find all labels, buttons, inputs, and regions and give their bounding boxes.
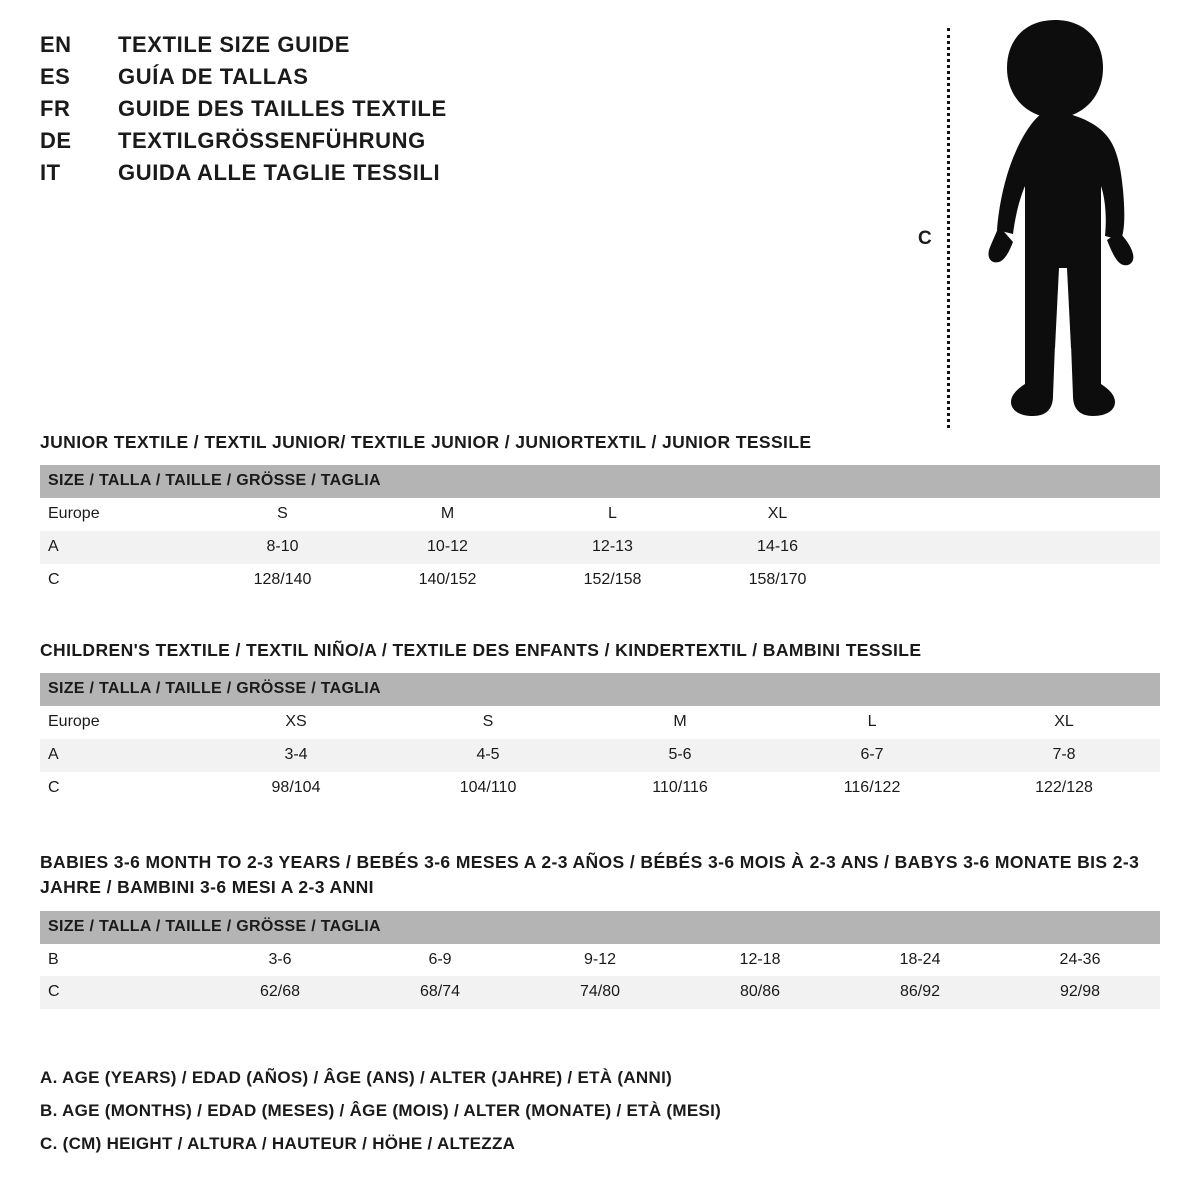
- cell-value: 3-4: [200, 739, 392, 772]
- cell-value: 98/104: [200, 772, 392, 805]
- cell-value: 8-10: [200, 531, 365, 564]
- title-text-en: TEXTILE SIZE GUIDE: [118, 32, 351, 57]
- cell-value: 110/116: [584, 772, 776, 805]
- title-lang-it: IT: [40, 160, 61, 185]
- table-row: [40, 531, 1160, 564]
- figure-area: [900, 10, 1160, 430]
- section-babies: [40, 850, 1160, 1009]
- cell-value: 92/98: [1000, 976, 1160, 1009]
- toddler-silhouette-icon: [955, 18, 1155, 428]
- cell-value: 6-7: [776, 739, 968, 772]
- cell-value: 152/158: [530, 564, 695, 597]
- children-size-table: [40, 673, 1160, 804]
- title-text-it: GUIDA ALLE TAGLIE TESSILI: [118, 160, 441, 185]
- title-lang-de: DE: [40, 128, 72, 153]
- cell-value: XL: [968, 706, 1160, 739]
- footnote-b: B. AGE (MONTHS) / EDAD (MESES) / ÂGE (MOIS) / ALTER (MONATE) / ETÀ (MESI): [40, 1101, 722, 1120]
- cell-value: 86/92: [840, 976, 1000, 1009]
- cell-value: 12-18: [680, 944, 840, 977]
- section-heading-junior: JUNIOR TEXTILE / TEXTIL JUNIOR/ TEXTILE JUNIOR / JUNIORTEXTIL / JUNIOR TESSILE: [40, 432, 812, 452]
- cell-value: 18-24: [840, 944, 1000, 977]
- cell-value: S: [200, 498, 365, 531]
- table-row: [40, 498, 1160, 531]
- title-lang-fr: FR: [40, 96, 71, 121]
- title-row: [40, 160, 660, 186]
- footnote-c: C. (CM) HEIGHT / ALTURA / HAUTEUR / HÖHE / ALTEZZA: [40, 1134, 516, 1153]
- table-row: [40, 944, 1160, 977]
- table-row: [40, 706, 1160, 739]
- cell-value: 6-9: [360, 944, 520, 977]
- title-text-fr: GUIDE DES TAILLES TEXTILE: [118, 96, 447, 121]
- cell-value: 9-12: [520, 944, 680, 977]
- row-label: C: [40, 772, 200, 805]
- title-row: [40, 64, 660, 90]
- footnote-a: A. AGE (YEARS) / EDAD (AÑOS) / ÂGE (ANS) / ALTER (JAHRE) / ETÀ (ANNI): [40, 1068, 673, 1087]
- row-label: Europe: [40, 706, 200, 739]
- table-band-row: [40, 673, 1160, 706]
- cell-value: 68/74: [360, 976, 520, 1009]
- table-band-row: [40, 911, 1160, 944]
- row-label: B: [40, 944, 200, 977]
- cell-value: 80/86: [680, 976, 840, 1009]
- cell-value: 158/170: [695, 564, 860, 597]
- row-label: C: [40, 976, 200, 1009]
- cell-empty: [860, 498, 1160, 531]
- table-row: [40, 739, 1160, 772]
- junior-size-table: [40, 465, 1160, 596]
- cell-value: L: [530, 498, 695, 531]
- table-row: [40, 976, 1160, 1009]
- table-row: [40, 772, 1160, 805]
- footnotes: [40, 1068, 1160, 1167]
- section-children: [40, 638, 1160, 805]
- title-lang-en: EN: [40, 32, 72, 57]
- cell-value: XL: [695, 498, 860, 531]
- section-heading-children: CHILDREN'S TEXTILE / TEXTIL NIÑO/A / TEXTILE DES ENFANTS / KINDERTEXTIL / BAMBINI TESSILE: [40, 640, 922, 660]
- band-label: SIZE / TALLA / TAILLE / GRÖSSE / TAGLIA: [40, 911, 520, 944]
- title-lang-es: ES: [40, 64, 71, 89]
- band-spacer: [860, 465, 1160, 498]
- title-block: [40, 32, 660, 192]
- cell-value: 5-6: [584, 739, 776, 772]
- row-label: A: [40, 739, 200, 772]
- figure-height-label: C: [918, 228, 932, 249]
- table-row: [40, 564, 1160, 597]
- band-label: SIZE / TALLA / TAILLE / GRÖSSE / TAGLIA: [40, 673, 392, 706]
- cell-value: 62/68: [200, 976, 360, 1009]
- band-spacer: [520, 911, 1160, 944]
- cell-empty: [860, 564, 1160, 597]
- table-band-row: [40, 465, 1160, 498]
- row-label: Europe: [40, 498, 200, 531]
- cell-value: 7-8: [968, 739, 1160, 772]
- cell-value: S: [392, 706, 584, 739]
- cell-value: 122/128: [968, 772, 1160, 805]
- cell-value: XS: [200, 706, 392, 739]
- cell-value: 12-13: [530, 531, 695, 564]
- cell-value: M: [584, 706, 776, 739]
- band-spacer: [392, 673, 1160, 706]
- cell-value: 74/80: [520, 976, 680, 1009]
- cell-value: 104/110: [392, 772, 584, 805]
- title-text-es: GUÍA DE TALLAS: [118, 64, 309, 89]
- row-label: C: [40, 564, 200, 597]
- cell-value: 24-36: [1000, 944, 1160, 977]
- babies-size-table: [40, 911, 1160, 1009]
- cell-value: 3-6: [200, 944, 360, 977]
- section-heading-babies: BABIES 3-6 MONTH TO 2-3 YEARS / BEBÉS 3-6 MESES A 2-3 AÑOS / BÉBÉS 3-6 MOIS À 2-3 ANS / BABYS 3-6 MONATE BIS 2-3 JAHRE / BAMBINI 3-6 MESI A 2-3 ANNI: [40, 852, 1140, 898]
- band-label: SIZE / TALLA / TAILLE / GRÖSSE / TAGLIA: [40, 465, 860, 498]
- cell-value: 140/152: [365, 564, 530, 597]
- title-text-de: TEXTILGRÖSSENFÜHRUNG: [118, 128, 426, 153]
- height-measure-dashed-line: [947, 28, 950, 428]
- cell-value: M: [365, 498, 530, 531]
- cell-value: 4-5: [392, 739, 584, 772]
- cell-empty: [860, 531, 1160, 564]
- title-row: [40, 128, 660, 154]
- cell-value: 116/122: [776, 772, 968, 805]
- title-row: [40, 96, 660, 122]
- section-junior: [40, 430, 1160, 597]
- cell-value: 10-12: [365, 531, 530, 564]
- cell-value: L: [776, 706, 968, 739]
- cell-value: 128/140: [200, 564, 365, 597]
- cell-value: 14-16: [695, 531, 860, 564]
- title-row: [40, 32, 660, 58]
- row-label: A: [40, 531, 200, 564]
